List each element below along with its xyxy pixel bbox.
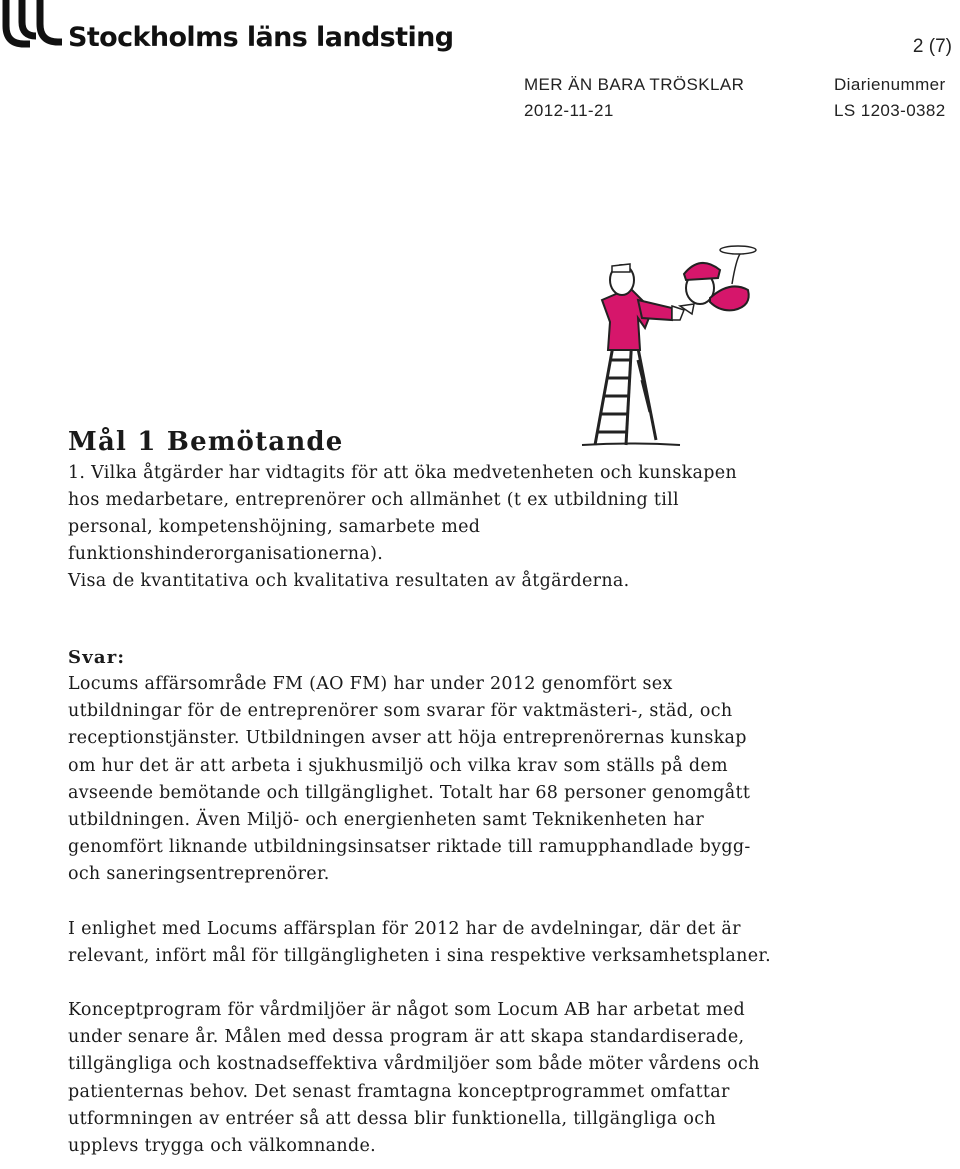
- question-line: hos medarbetare, entreprenörer och allmänhet (t ex utbildning till: [68, 490, 679, 510]
- paragraph-line: genomfört liknande utbildningsinsatser riktade till ramupphandlade bygg-: [68, 837, 751, 858]
- paragraph-line: I enlighet med Locums affärsplan för 2012 har de avdelningar, där det är: [68, 918, 741, 939]
- paragraph-line: om hur det är att arbeta i sjukhusmiljö och vilka krav som ställs på dem: [68, 755, 728, 776]
- sll-logo-icon: [0, 0, 64, 52]
- paragraph-line: relevant, infört mål för tillgängligheten i sina respektive verksamhetsplaner.: [68, 945, 772, 966]
- paragraph-line: patienternas behov. Det senast framtagna konceptprogrammet omfattar: [68, 1081, 730, 1102]
- header-left: [524, 72, 744, 124]
- question-line: funktionshinderorganisationerna).: [68, 544, 384, 564]
- paragraph-line: tillgängliga och kostnadseffektiva vårdmiljöer som både möter vårdens och: [68, 1054, 760, 1075]
- main-content: [68, 424, 828, 1160]
- question-line: personal, kompetenshöjning, samarbete med: [68, 517, 481, 537]
- question-line: Visa de kvantitativa och kvalitativa resultaten av åtgärderna.: [68, 571, 630, 591]
- paragraph-line: utbildningen. Även Miljö- och energienheten samt Teknikenheten har: [68, 810, 705, 831]
- logo-text: Stockholms läns landsting: [68, 22, 454, 53]
- ladder-waiter-illustration-icon: [560, 240, 780, 450]
- paragraph-line: utbildningar för de entreprenörer som svarar för vaktmästeri-, städ, och: [68, 701, 733, 722]
- paragraph-line: utformningen av entréer så att dessa blir funktionella, tillgängliga och: [68, 1108, 716, 1129]
- question-line: 1. Vilka åtgärder har vidtagits för att öka medvetenheten och kunskapen: [68, 463, 738, 483]
- answer-paragraph: [68, 997, 828, 1160]
- document-date: 2012-11-21: [524, 101, 614, 120]
- paragraph-line: Konceptprogram för vårdmiljöer är något som Locum AB har arbetat med: [68, 1000, 746, 1021]
- answer-label: Svar:: [68, 647, 126, 668]
- logo: [0, 0, 454, 56]
- paragraph-line: och saneringsentreprenörer.: [68, 864, 330, 885]
- question: [68, 460, 828, 595]
- paragraph-line: under senare år. Målen med dessa program är att skapa standardiserade,: [68, 1027, 745, 1048]
- diarie-number: LS 1203-0382: [834, 101, 946, 120]
- section-heading: Mål 1 Bemötande: [68, 427, 344, 457]
- answer-paragraph: [68, 916, 828, 970]
- paragraph-line: receptionstjänster. Utbildningen avser att höja entreprenörernas kunskap: [68, 728, 747, 749]
- paragraph-line: upplevs trygga och välkomnande.: [68, 1136, 376, 1157]
- answer-paragraph: [68, 671, 828, 889]
- paragraph-line: Locums affärsområde FM (AO FM) har under 2012 genomfört sex: [68, 674, 673, 694]
- document-title: MER ÄN BARA TRÖSKLAR: [524, 75, 745, 94]
- header-right: [834, 72, 946, 124]
- page-number: 2 (7): [912, 36, 952, 57]
- diarie-label: Diarienummer: [834, 75, 946, 94]
- paragraph-line: avseende bemötande och tillgänglighet. Totalt har 68 personer genomgått: [68, 782, 751, 803]
